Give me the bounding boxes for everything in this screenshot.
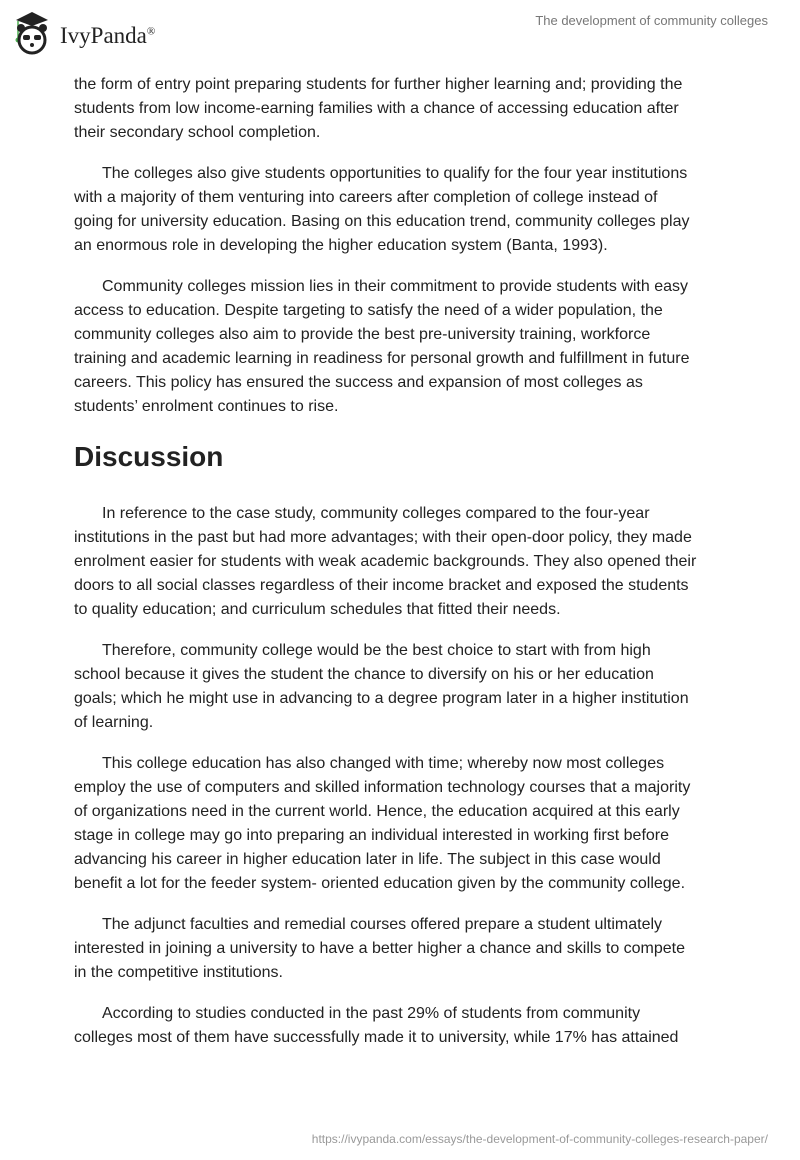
text-line: access to education. Despite targeting to satisfy the need of a wider population, the bbox=[74, 302, 663, 319]
text-line: doors to all social classes regardless of their income bracket and exposed the students bbox=[74, 577, 689, 594]
paragraph bbox=[74, 639, 734, 735]
panda-logo-icon bbox=[12, 8, 52, 56]
text-line: colleges most of them have successfully made it to university, while 17% has attained bbox=[74, 1029, 679, 1046]
text-line: the form of entry point preparing students for further higher learning and; providing the bbox=[74, 76, 683, 93]
text-line: with a majority of them venturing into careers after completion of college instead of bbox=[74, 189, 658, 206]
text-line: students from low income-earning families with a chance of accessing education after bbox=[74, 100, 679, 117]
text-line: their secondary school completion. bbox=[74, 124, 321, 141]
paragraph bbox=[74, 73, 734, 145]
text-line: Therefore, community college would be the best choice to start with from high bbox=[102, 642, 651, 659]
paragraph bbox=[74, 1002, 734, 1050]
text-line: According to studies conducted in the past 29% of students from community bbox=[102, 1005, 641, 1022]
text-line: goals; which he might use in advancing to a degree program later in a higher institution bbox=[74, 690, 689, 707]
document-title: The development of community colleges bbox=[535, 13, 768, 28]
paragraphs-after-heading bbox=[74, 502, 734, 1050]
text-line: community colleges also aim to provide the best pre-university training, workforce bbox=[74, 326, 651, 343]
essay-content bbox=[74, 73, 734, 1067]
text-line: The adjunct faculties and remedial courses offered prepare a student ultimately bbox=[102, 916, 663, 933]
text-line: to quality education; and curriculum schedules that fitted their needs. bbox=[74, 601, 561, 618]
text-line: students’ enrolment continues to rise. bbox=[74, 398, 339, 415]
text-line: school because it gives the student the chance to diversify on his or her education bbox=[74, 666, 654, 683]
text-line: advancing his career in higher education later in life. The subject in this case would bbox=[74, 851, 661, 868]
text-line: benefit a lot for the feeder system- oriented education given by the community college. bbox=[74, 875, 686, 892]
paragraph bbox=[74, 275, 734, 419]
paragraph bbox=[74, 752, 734, 896]
registered-mark: ® bbox=[146, 25, 156, 38]
text-line: employ the use of computers and skilled information technology courses that a majority bbox=[74, 779, 691, 796]
ivypanda-logo[interactable] bbox=[12, 8, 155, 56]
section-heading: Discussion bbox=[74, 441, 224, 472]
text-line: of organizations need in the current world. Hence, the education acquired at this early bbox=[74, 803, 680, 820]
text-line: careers. This policy has ensured the success and expansion of most colleges as bbox=[74, 374, 643, 391]
source-url[interactable]: https://ivypanda.com/essays/the-development-of-community-colleges-research-paper/ bbox=[311, 1132, 768, 1146]
logo-text: IvyPanda bbox=[60, 23, 147, 48]
text-line: Community colleges mission lies in their commitment to provide students with easy bbox=[102, 278, 689, 295]
paragraph bbox=[74, 502, 734, 622]
text-line: interested in joining a university to have a better higher a chance and skills to compete bbox=[74, 940, 686, 957]
text-line: stage in college may go into preparing an individual interested in working first before bbox=[74, 827, 670, 844]
text-line: This college education has also changed with time; whereby now most colleges bbox=[102, 755, 665, 772]
text-line: institutions in the past but had more advantages; with their open-door policy, they made bbox=[74, 529, 692, 546]
text-line: In reference to the case study, community colleges compared to the four-year bbox=[102, 505, 650, 522]
paragraph bbox=[74, 162, 734, 258]
text-line: training and academic learning in readiness for personal growth and fulfillment in future bbox=[74, 350, 690, 367]
paragraphs-before-heading bbox=[74, 73, 734, 419]
text-line: The colleges also give students opportunities to qualify for the four year institutions bbox=[102, 165, 688, 182]
text-line: of learning. bbox=[74, 714, 154, 731]
text-line: in the competitive institutions. bbox=[74, 964, 283, 981]
text-line: an enormous role in developing the higher education system (Banta, 1993). bbox=[74, 237, 608, 254]
text-line: going for university education. Basing on this education trend, community colleges play bbox=[74, 213, 690, 230]
text-line: enrolment easier for students with weak academic backgrounds. They also opened their bbox=[74, 553, 697, 570]
paragraph bbox=[74, 913, 734, 985]
